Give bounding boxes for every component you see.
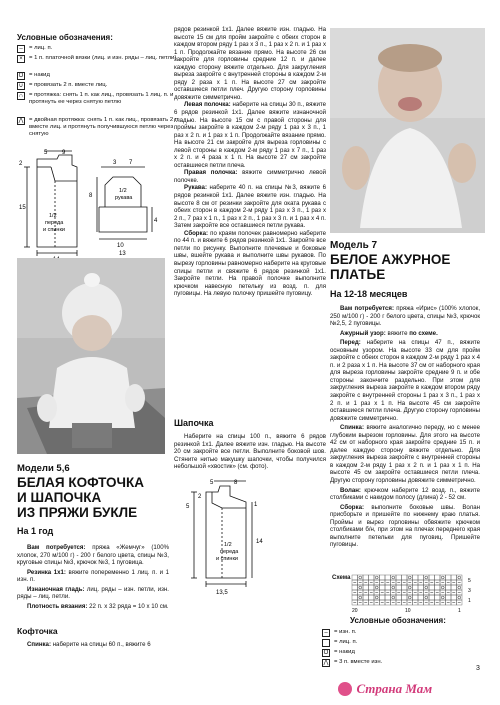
yarn-over-mark: [375, 596, 378, 599]
legend-text: = накид: [334, 649, 355, 655]
yarn-over-symbol-icon: О: [323, 650, 329, 656]
jacket-pattern-diagram: [17, 147, 177, 262]
triple-decrease-symbol-icon: ⋀: [323, 660, 329, 666]
scheme-cell: [380, 585, 386, 590]
scheme-cell: [429, 575, 435, 580]
scheme-cell: [358, 575, 364, 580]
needs-text: пряжа «Ирис» (100% хлопок, 250 м/100 г) - 200 г белого цвета, спицы №3, крючок №2,5, 2 пуговицы.: [330, 305, 481, 328]
scheme-cell: [429, 595, 435, 600]
yarn-over-mark: [359, 586, 362, 589]
scheme-cell: [440, 585, 446, 590]
legend-item: [17, 45, 187, 53]
yarn-over-mark: [359, 596, 362, 599]
scheme-cell: [418, 595, 424, 600]
scheme-cell: [413, 595, 419, 600]
hat-text: Наберите на спицы 100 п., вяжите 6 рядов резинкой 1х1. Далее вяжите изн. гладью. На высоте 20 см закройте все петли. Выполните боковой шов. Стяните нитью макушку шапочки, чтобы получился небольшой «хвостик» (см. фото).: [174, 433, 326, 471]
yarn-over-mark: [458, 586, 461, 589]
scheme-cell: [407, 585, 413, 590]
dim-label: 8: [234, 480, 238, 486]
scheme-cell: [385, 585, 391, 590]
page-number: 3: [476, 665, 480, 672]
scheme-cell: [385, 575, 391, 580]
model-title-line: ПЛАТЬЕ: [330, 267, 386, 282]
dim-label: 15: [19, 205, 26, 211]
dim-label: 1/2: [49, 213, 57, 219]
scheme-cell: [352, 575, 358, 580]
scheme-cell: [457, 585, 463, 590]
scheme-cell: [424, 585, 430, 590]
legend-text: = двойная протяжка: снять 1 п. как лиц., провязать 2 п. вместе лиц. и протянуть получившуюся петлю через снятую: [29, 117, 180, 137]
scheme-cell: [451, 595, 457, 600]
dim-label: переда: [220, 549, 239, 555]
back-label: Спинка:: [340, 424, 364, 432]
dim-label: 1/2: [119, 188, 127, 194]
dim-label: 3: [113, 160, 117, 166]
scheme-cell: [352, 585, 358, 590]
scheme-cell: [396, 595, 402, 600]
scheme-cell: [435, 585, 441, 590]
dim-label: 2: [19, 161, 23, 167]
dim-label: 13: [119, 251, 126, 257]
model-number: Модель 7: [330, 240, 378, 251]
watermark-logo-icon: [338, 682, 352, 696]
scheme-cell: [380, 575, 386, 580]
legend-item: [17, 92, 187, 114]
scheme-cell: [396, 585, 402, 590]
scheme-cell: [429, 585, 435, 590]
scheme-cell: [440, 595, 446, 600]
sleeve-label: Рукава:: [184, 184, 207, 192]
cross-symbol-icon: ×: [17, 55, 25, 63]
model-title-line: БЕЛОЕ АЖУРНОЕ: [330, 252, 451, 267]
legend-text: = изн. п.: [334, 629, 357, 635]
legend-text: = 3 п. вместе изн.: [334, 659, 383, 665]
yarn-over-mark: [408, 586, 411, 589]
back-text-block: [17, 641, 169, 649]
legend-text: = 1 п. платочной вязки (лиц. и изн. ряды – лиц. петли): [29, 55, 177, 61]
col-number: 10: [405, 608, 411, 614]
needs-label: Вам потребуется:: [340, 305, 394, 312]
dim-label: 10: [117, 243, 124, 249]
model-title-line: БЕЛАЯ КОФТОЧКА: [17, 475, 145, 490]
scheme-cell: [451, 575, 457, 580]
legend-item: [322, 649, 492, 657]
rib-text: вяжите попеременно 1 лиц. п. и 1 изн. п.: [17, 568, 169, 584]
double-decrease-symbol-icon: ⋀: [18, 118, 24, 124]
dim-label: 5: [44, 150, 48, 156]
legend-item: [322, 659, 492, 667]
yarn-over-mark: [375, 576, 378, 579]
hat-text-block: [174, 433, 326, 471]
legend-item: [17, 55, 187, 69]
dim-label: 9: [62, 150, 66, 156]
dim-label: 2: [198, 494, 202, 500]
legend-text: = провязать 2 п. вместе лиц.: [29, 82, 108, 88]
k2tog-symbol-icon: ∪: [18, 83, 24, 89]
scheme-cell: [402, 585, 408, 590]
dim-label: переда: [45, 220, 64, 226]
left-front-text: наберите на спицы 30 п., вяжите 6 рядов резинкой 1х1. Далее вяжите изнаночной гладью. На высоте 15 см с правой стороны для проймы закройте в каждом 2-м ряду 1 раз х 3 п., 1 раз х 2 п. и 1 раз х 1 п. Продолжайте вязание прямо. На высоте 21 см закройте для выреза горловины с левой стороны в каждом 2-м ряду 1 раз х 7 п., 1 раз х 2 п. и 4 раза х 1 п. На высоте 27 см закройте оставшиеся петли плеча.: [174, 101, 326, 169]
lace-text: вяжите: [387, 329, 408, 337]
scheme-cell: [374, 595, 380, 600]
middle-column-text: [174, 26, 326, 298]
sleeve-text: наберите 40 п. на спицы №3, вяжите 6 рядов резинкой 1х1. Далее вяжите изн. гладью. На высоте 8 см от резинки закройте для оката рукава с обеих сторон в каждом 2-м ряду 1 раз х 3 п., 1 раз х 2 п., 7 раз х 1 п., 1 раз х 2 п., 1 раз х 3 п. и 1 раз х 4 п. Затем закройте все оставшиеся петли рукава.: [174, 184, 326, 230]
minus-symbol-icon: –: [322, 629, 330, 637]
legend-title: Условные обозначения:: [17, 33, 113, 42]
legend-text: = накид: [29, 72, 50, 78]
legend-item: [17, 82, 187, 90]
legend-item: [322, 629, 492, 637]
scheme-cell: [396, 575, 402, 580]
scheme-cell: [413, 575, 419, 580]
model-title-line: И ШАПОЧКА: [17, 490, 102, 505]
row-number: 5: [468, 578, 471, 584]
yarn-over-mark: [408, 576, 411, 579]
model-age: На 12-18 месяцев: [330, 289, 408, 299]
scheme-cell: [457, 575, 463, 580]
yarn-over-mark: [408, 596, 411, 599]
yarn-over-mark: [359, 576, 362, 579]
assembly-text: выполните боковые швы. Волан присборьте и пришейте по нижнему краю платья. Проймы и вырез горловины обвяжите крючком столбиками б/н, при этом на плечах переднего края выполните петельки для пуговиц. Пришейте пуговицы.: [330, 503, 480, 549]
col-number: 1: [458, 608, 461, 614]
scheme-cell: [418, 585, 424, 590]
section-subtitle: Кофточка: [17, 626, 58, 636]
back-text: вяжите аналогично переду, но с менее глубоким вырезом горловины. Для этого на высоте 42 см от наборного края закройте средние 15 п. и далее каждую сторону вяжите отдельно. Для закругления выреза закройте с внутренней стороны в каждом 2-м ряду 1 раз х 2 п. и 1 раз х 1 п. На высоте 45 см закройте оставшиеся петли плеча. Другую сторону горловины довяжите симметрично.: [330, 424, 480, 485]
needs-label: Вам потребуется:: [27, 544, 86, 551]
col-number: 20: [352, 608, 358, 614]
scheme-cell: [402, 595, 408, 600]
lace-scheme-grid: [350, 574, 475, 614]
scheme-cell: [435, 595, 441, 600]
scheme-label: Схема: [332, 575, 351, 581]
scheme-cell: [385, 595, 391, 600]
lace-label: Ажурный узор:: [340, 329, 386, 337]
baby-photo-dress: [330, 28, 485, 233]
scheme-cell: [435, 575, 441, 580]
back-continued: рядов резинкой 1х1. Далее вяжите изн. гладью. На высоте 15 см для пройм закройте с обеих сторон в каждом втором ряду 1 раз х 3 п., 1 раз х 2 п. и 1 раз х 1 п. Продолжайте вязание прямо. На высоте 26 см закройте для горловины средние 12 п. и далее каждую сторону вяжите отдельно. Для закругления выреза закройте с внутренней стороны в каждом 2-м ряду 2 раза х 1 п. На высоте 27 см закройте оставшиеся петли плеч. Другую сторону горловины довяжите симметрично.: [174, 26, 326, 101]
density-label: Плотность вязания:: [27, 602, 88, 610]
scheme-cell: [374, 585, 380, 590]
yarn-over-symbol-icon: О: [18, 73, 24, 79]
legend-text: = протяжка: снять 1 п. как лиц., провязать 1 лиц. п. и протянуть ее через снятую петлю: [29, 92, 174, 105]
left-front-label: Левая полочка:: [184, 101, 231, 109]
scheme-cell: [424, 595, 430, 600]
dim-label: 7: [129, 160, 133, 166]
dim-label: 5: [186, 504, 190, 510]
dim-label: и спинки: [43, 227, 65, 233]
models56-text-block: [17, 544, 169, 610]
scheme-cell: [363, 595, 369, 600]
frill-text: крючком наберите 12 возд. п., вяжите столбиками с накидом полосу (длина) 2 - 52 см.: [330, 486, 480, 502]
dim-label: рукава: [115, 195, 133, 201]
legend-item: [322, 639, 492, 647]
scheme-cell: [446, 575, 452, 580]
front-label: Перед:: [340, 339, 361, 347]
assembly-text: по краям полочек равномерно наберите по 44 п. и вяжите 6 рядов резинкой 1х1. Закройте все петли по рисунку. Выполните плечевые и боковые швы, вшейте рукава и выполните швы рукавов. По вырезу горловины равномерно наберите на круговые спицы петли и свяжите 6 рядов резинкой 1х1. Закройте петли. На правой полочке выполните крючком навесную петельку из возд. п. для пуговицы. На левую полочку пришейте пуговицу.: [174, 229, 326, 298]
right-front-text: вяжите симметрично левой полочке.: [174, 169, 326, 184]
dim-label: 1: [254, 502, 258, 508]
dim-label: 14: [256, 539, 263, 545]
baby-photo-jacket: [17, 258, 165, 454]
dim-label: 4: [154, 218, 158, 224]
assembly-label: Сборка:: [184, 229, 208, 237]
model-number: Модели 5,6: [17, 463, 70, 474]
scheme-cell: [451, 585, 457, 590]
legend-item: [17, 117, 187, 139]
scheme-cell: [424, 575, 430, 580]
scheme-cell: [440, 575, 446, 580]
dim-label: 8: [89, 193, 93, 199]
yarn-over-mark: [425, 596, 428, 599]
frill-label: Волан:: [340, 486, 361, 494]
legend-title: Условные обозначения:: [350, 616, 446, 625]
scheme-cell: [413, 585, 419, 590]
scheme-cell: [369, 595, 375, 600]
slip-knit-pass-symbol-icon: ∩: [18, 93, 24, 99]
scheme-cell: [446, 585, 452, 590]
yarn-over-mark: [441, 586, 444, 589]
scheme-cell: [352, 595, 358, 600]
scheme-cell: [457, 595, 463, 600]
model-age: На 1 год: [17, 526, 54, 536]
watermark: [338, 680, 432, 698]
scheme-cell: [363, 575, 369, 580]
yarn-over-mark: [425, 576, 428, 579]
scheme-cell: [391, 585, 397, 590]
yarn-over-mark: [392, 576, 395, 579]
scheme-cell: [374, 575, 380, 580]
purl-label: Изнаночная гладь:: [27, 585, 85, 593]
empty-square-icon: [322, 639, 330, 647]
photo-illustration: [17, 258, 165, 454]
right-front-label: Правая полочка:: [184, 169, 238, 177]
scheme-cell: [446, 595, 452, 600]
yarn-over-mark: [441, 576, 444, 579]
yarn-over-mark: [458, 576, 461, 579]
front-text: наберите на спицы 47 п., вяжите основным узором. На высоте 33 см для пройм закройте с обеих сторон в каждом 2-м ряду 1 раз х 4 п. и 2 раза х 1 п. На высоте 37 см от наборного края для выреза горловины закройте средние 9 п. и обе стороны закончите раздельно. При этом для закругления выреза закройте в каждом втором ряду закройте с внутренней стороны 1 раз х 3 п., 1 раз х 2 п. и 1 раз х 1 п. На высоте 45 см закройте оставшиеся петли плеча. Другую сторону горловины довяжите симметрично.: [330, 339, 480, 422]
purl-text: лиц. ряды – изн. петли, изн. ряды – лиц. петли.: [17, 585, 169, 601]
scheme-cell: [407, 595, 413, 600]
yarn-over-mark: [425, 586, 428, 589]
assembly-label: Сборка:: [340, 503, 364, 511]
yarn-over-mark: [392, 586, 395, 589]
photo-illustration: [330, 28, 485, 233]
scheme-cell: [407, 575, 413, 580]
scheme-cell: [391, 595, 397, 600]
yarn-over-mark: [458, 596, 461, 599]
rib-label: Резинка 1х1:: [27, 568, 66, 576]
dim-label: 1/2: [224, 542, 232, 548]
density-text: 22 п. х 32 ряда = 10 х 10 см.: [89, 602, 169, 610]
row-number: 3: [468, 588, 471, 594]
scheme-cell: [369, 585, 375, 590]
yarn-over-mark: [392, 596, 395, 599]
scheme-cell: [402, 575, 408, 580]
yarn-over-mark: [375, 586, 378, 589]
yarn-over-mark: [441, 596, 444, 599]
scheme-cell: [380, 595, 386, 600]
model-title-line: ИЗ ПРЯЖИ БУКЛЕ: [17, 505, 138, 520]
scheme-cell: [358, 595, 364, 600]
back-label: Спинка:: [27, 641, 51, 648]
hat-pattern-diagram: [186, 478, 296, 596]
needs-text: пряжа «Жемчуг» (100% хлопок, 270 м/100 г) - 200 г белого цвета, спицы №3, круговые спицы №3, крючок №3, 1 пуговица.: [17, 544, 169, 567]
row-number: 1: [468, 598, 471, 604]
legend-text: = лиц. п.: [29, 45, 53, 51]
watermark-text: Страна Мам: [356, 680, 433, 696]
scheme-cell: [358, 585, 364, 590]
scheme-cell: [418, 575, 424, 580]
model7-text-block: [330, 305, 480, 549]
dim-label: 13,5: [216, 590, 228, 596]
hat-title: Шапочка: [174, 418, 214, 428]
minus-symbol-icon: –: [17, 45, 25, 53]
lace-text-2: по схеме.: [409, 329, 438, 337]
legend-item: [17, 72, 187, 80]
legend-text: = лиц. п.: [334, 639, 358, 645]
back-text: наберите на спицы 60 п., вяжите 6: [52, 641, 151, 648]
scheme-cell: [369, 575, 375, 580]
scheme-cell: [363, 585, 369, 590]
dim-label: 5: [210, 480, 214, 486]
dim-label: и спинки: [216, 556, 238, 562]
scheme-cell: [391, 575, 397, 580]
